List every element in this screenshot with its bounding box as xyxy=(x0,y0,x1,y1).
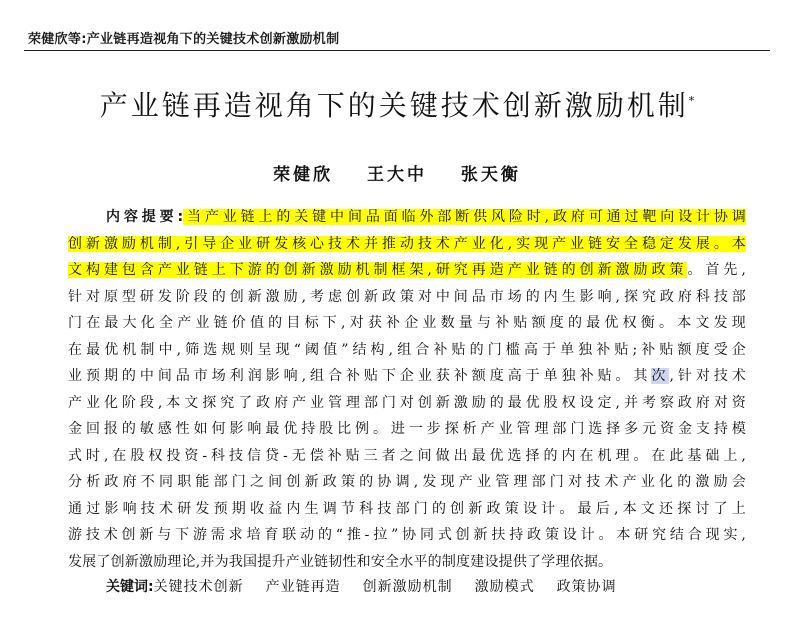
keywords-label: 关键词: xyxy=(106,579,154,595)
abstract-line: 游技术创新与下游需求培育联动的“推-拉”协同式创新扶持政策设计。本研究结合现实, xyxy=(68,527,746,543)
abstract-line: 针对原型研发阶段的创新激励,考虑创新政策对中间品市场的内生影响,探究政府科技部 xyxy=(68,288,746,305)
abstract-label: 内容提要: xyxy=(106,209,184,225)
abstract-line: 式时,在股权投资-科技信贷-无偿补贴三者之间做出最优选择的内在机理。在此基础上, xyxy=(68,447,746,464)
abstract-line xyxy=(68,257,746,284)
abstract-line xyxy=(68,204,746,231)
author-list xyxy=(0,160,794,185)
highlighted-text[interactable]: 当产业链上的关键中间品面临外部断供风险时,政府可通过靶向设计协调 xyxy=(183,209,746,225)
author-name: 王大中 xyxy=(367,165,427,185)
abstract-line: 分析政府不同职能部门之间创新政策的协调,发现产业管理部门对技术产业化的激励会 xyxy=(68,474,746,490)
abstract-line: 门在最大化全产业链价值的目标下,对获补企业数量与补贴额度的最优权衡。本文发现 xyxy=(68,315,746,331)
abstract-line xyxy=(68,231,746,258)
header-rule xyxy=(24,50,770,51)
keyword: 关键技术创新 xyxy=(153,579,244,595)
running-head: 荣健欣等:产业链再造视角下的关键技术创新激励机制 xyxy=(28,32,340,47)
abstract-text: 业预期的中间品市场利润影响,组合补贴下企业获补额度高于单独补贴。其 xyxy=(68,368,652,384)
keyword: 产业链再造 xyxy=(265,579,341,595)
highlighted-text[interactable]: 文构建包含产业链上下游的创新激励机制框架,研究再造产业链的创新激励政策 xyxy=(68,262,688,278)
paper-title-text: 产业链再造视角下的关键技术创新激励机制 xyxy=(99,89,689,122)
paper-title xyxy=(0,84,794,124)
author-name: 荣健欣 xyxy=(273,165,334,185)
abstract-line: 在最优机制中,筛选规则呈现“阈值”结构,组合补贴的门槛高于单独补贴;补贴额度受企 xyxy=(68,341,746,358)
abstract-line: 发展了创新激励理论,并为我国提升产业链韧性和安全水平的制度建设提供了学理依据。 xyxy=(68,553,613,570)
author-name: 张天衡 xyxy=(460,165,521,185)
title-footnote-mark: * xyxy=(688,94,695,108)
selected-text[interactable]: 次 xyxy=(651,368,670,384)
keywords xyxy=(106,574,639,600)
abstract-line: 金回报的敏感性如何影响最优持股比例。进一步探析产业管理部门选择多元资金支持模 xyxy=(68,421,746,437)
abstract xyxy=(68,204,746,575)
abstract-line xyxy=(68,363,746,390)
keyword: 激励模式 xyxy=(474,579,535,595)
abstract-line: 产业化阶段,本文探究了政府产业管理部门对创新激励的最优股权设定,并考察政府对资 xyxy=(68,394,746,411)
abstract-text: ,针对技术 xyxy=(669,368,747,384)
abstract-text: 。首先, xyxy=(687,262,747,278)
abstract-line: 通过影响技术研发预期收益内生调节科技部门的创新政策设计。最后,本文还探讨了上 xyxy=(68,500,746,517)
highlighted-text[interactable]: 创新激励机制,引导企业研发核心技术并推动技术产业化,实现产业链安全稳定发展。本 xyxy=(68,235,746,252)
keyword: 创新激励机制 xyxy=(362,579,453,595)
keyword: 政策协调 xyxy=(556,579,617,595)
